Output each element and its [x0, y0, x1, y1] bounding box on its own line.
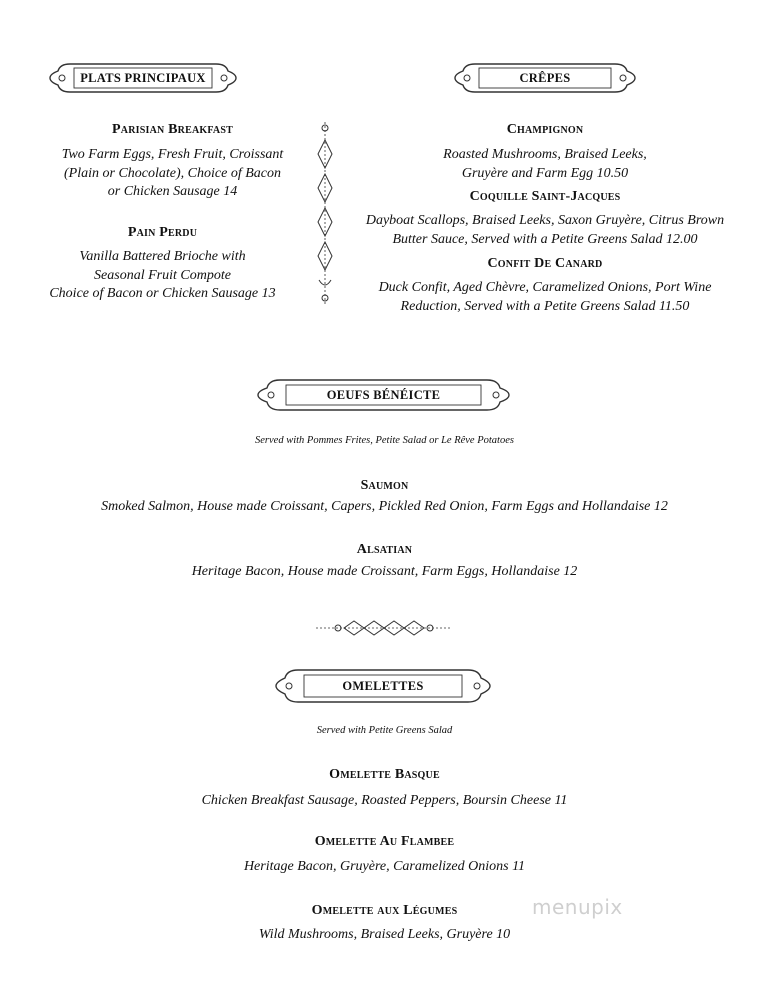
menu-item-description: Duck Confit, Aged Chèvre, Caramelized Onions, Port Wine Reduction, Served with a Petite Greens Salad 11.50: [378, 280, 712, 314]
section-title: OMELETTES: [342, 679, 424, 693]
section-note: Served with Petite Greens Salad: [316, 725, 453, 736]
section-title: OEUFS BÉNÉICTE: [326, 388, 441, 402]
menu-item-description: Heritage Bacon, House made Croissant, Farm Eggs, Hollandaise 12: [191, 564, 578, 579]
watermark: menupix: [532, 895, 623, 919]
crepes-banner: [453, 62, 637, 94]
section-title: CRÊPES: [519, 71, 571, 85]
menu-item-title: Omelette aux Légumes: [311, 903, 458, 918]
menu-item-title: Alsatian: [356, 542, 413, 557]
menu-item-description: Roasted Mushrooms, Braised Leeks, Gruyère and Farm Egg 10.50: [443, 147, 647, 181]
menu-item-description: Wild Mushrooms, Braised Leeks, Gruyère 10: [258, 927, 511, 942]
omelettes-banner: [274, 668, 492, 700]
menu-item-description: Chicken Breakfast Sausage, Roasted Peppers, Boursin Cheese 11: [201, 793, 568, 808]
menu-item-title: Omelette Au Flambee: [314, 834, 455, 849]
plats-principaux-banner: [48, 62, 238, 94]
menu-item-title: Champignon: [506, 122, 584, 137]
menu-item-title: Saumon: [360, 478, 409, 493]
menu-item-title: Coquille Saint-Jacques: [469, 189, 621, 204]
section-title: PLATS PRINCIPAUX: [80, 71, 206, 85]
menu-item-title: Confit De Canard: [487, 256, 603, 271]
menu-item-description: Two Farm Eggs, Fresh Fruit, Croissant (Plain or Chocolate), Choice of Bacon or Chicken Sausage 14: [61, 147, 284, 199]
menu-item-title: Parisian Breakfast: [112, 122, 233, 137]
menu-item-description: Dayboat Scallops, Braised Leeks, Saxon Gruyère, Citrus Brown Butter Sauce, Served with a Petite Greens Salad 12.00: [365, 213, 725, 247]
menu-item-title: Pain Perdu: [127, 225, 198, 240]
menu-item-description: Vanilla Battered Brioche with Seasonal Fruit Compote Choice of Bacon or Chicken Sausage 13: [49, 249, 276, 301]
oeufs-benedicte-banner: [256, 378, 511, 410]
horizontal-ornament-icon: [314, 618, 454, 638]
menu-item-title: Omelette Basque: [329, 767, 440, 782]
section-note: Served with Pommes Frites, Petite Salad or Le Rêve Potatoes: [255, 435, 514, 446]
menu-item-description: Heritage Bacon, Gruyère, Caramelized Onions 11: [243, 859, 526, 874]
menu-item-description: Smoked Salmon, House made Croissant, Capers, Pickled Red Onion, Farm Eggs and Hollandaise 12: [101, 499, 668, 514]
